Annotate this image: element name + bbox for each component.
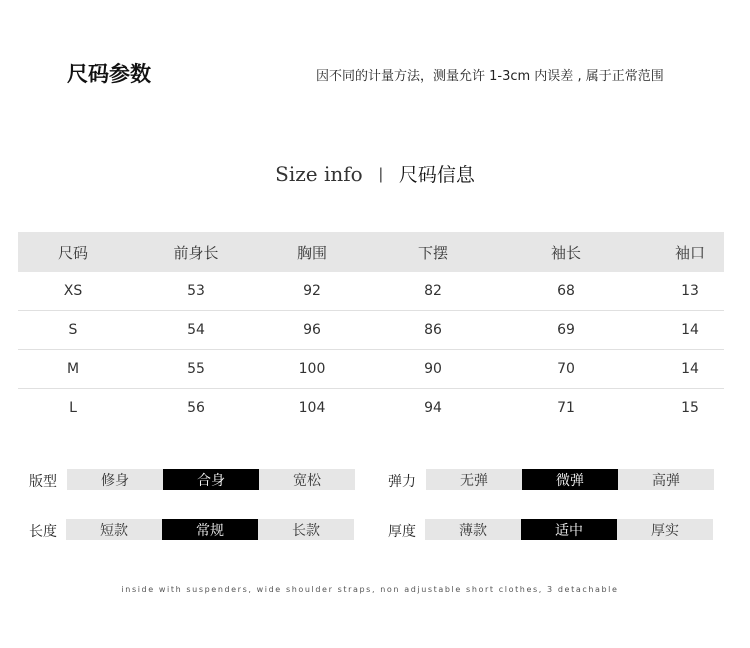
cell-chest: 100	[298, 361, 326, 377]
section-heading	[0, 160, 750, 187]
elastic-label: 弹力	[388, 474, 416, 490]
cell-size: S	[68, 322, 78, 338]
cell-hem: 86	[424, 322, 442, 338]
cell-cuff: 15	[681, 400, 699, 416]
cell-cuff: 14	[681, 322, 699, 338]
cell-size: XS	[63, 283, 83, 299]
thickness-options	[425, 519, 713, 540]
fit-label: 版型	[29, 474, 57, 490]
cell-length: 53	[187, 283, 205, 299]
cell-sleeve-length: 69	[557, 322, 575, 338]
elastic-options	[426, 469, 714, 490]
table-row	[18, 272, 724, 311]
table-row	[18, 389, 724, 427]
column-header-chest: 胸围	[296, 243, 327, 262]
length-option: 短款	[66, 519, 162, 540]
cell-sleeve-length: 68	[557, 283, 575, 299]
cell-chest: 96	[303, 322, 321, 338]
column-header-hem: 下摆	[417, 243, 448, 262]
cell-size: L	[69, 400, 77, 416]
length-options	[66, 519, 354, 540]
cell-hem: 82	[424, 283, 442, 299]
cell-hem: 90	[424, 361, 442, 377]
fit-option: 修身	[67, 469, 163, 490]
length-option: 常规	[162, 519, 258, 540]
column-header-length: 前身长	[173, 243, 219, 262]
thickness-option: 适中	[521, 519, 617, 540]
cell-length: 54	[187, 322, 205, 338]
measurement-note: 因不同的计量方法，测量允许 1-3cm 内误差 , 属于正常范围	[316, 69, 664, 84]
table-row	[18, 350, 724, 389]
cell-chest: 104	[298, 400, 326, 416]
thickness-option: 薄款	[425, 519, 521, 540]
cell-chest: 92	[303, 283, 321, 299]
length-label: 长度	[29, 524, 57, 540]
table-row	[18, 311, 724, 350]
page-title: 尺码参数	[67, 62, 151, 86]
elastic-option: 无弹	[426, 469, 522, 490]
fit-options	[67, 469, 355, 490]
elastic-option: 微弹	[522, 469, 618, 490]
size-table	[18, 232, 724, 427]
section-heading-cn: 尺码信息	[398, 164, 475, 186]
table-header-row	[18, 232, 724, 272]
thickness-option: 厚实	[617, 519, 713, 540]
footer-description: inside with suspenders, wide shoulder straps, non adjustable short clothes, 3 detachable	[121, 585, 619, 594]
cell-hem: 94	[424, 400, 442, 416]
fit-option: 宽松	[259, 469, 355, 490]
cell-cuff: 14	[681, 361, 699, 377]
cell-cuff: 13	[681, 283, 699, 299]
section-heading-en: Size info	[275, 162, 363, 186]
length-option: 长款	[258, 519, 354, 540]
cell-length: 55	[187, 361, 205, 377]
cell-length: 56	[187, 400, 205, 416]
cell-size: M	[66, 361, 80, 377]
column-header-size: 尺码	[57, 243, 88, 262]
cell-sleeve-length: 70	[557, 361, 575, 377]
thickness-label: 厚度	[388, 524, 416, 540]
column-header-sleeve-length: 袖长	[550, 243, 581, 262]
section-heading-separator: |	[378, 166, 383, 183]
column-header-cuff: 袖口	[674, 243, 705, 262]
cell-sleeve-length: 71	[557, 400, 575, 416]
fit-option: 合身	[163, 469, 259, 490]
elastic-option: 高弹	[618, 469, 714, 490]
